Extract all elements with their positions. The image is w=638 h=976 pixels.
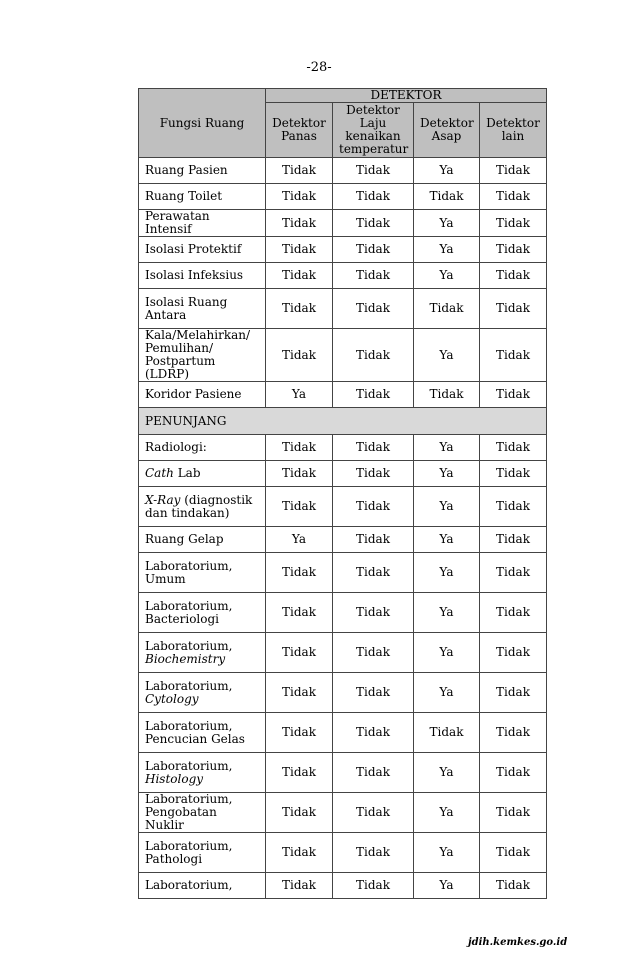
row-value: Ya [414,527,480,553]
row-name [139,793,266,833]
header-detektor-lain: Detektor lain [480,103,547,158]
row-name [139,833,266,873]
row-name [139,435,266,461]
section-label: PENUNJANG [139,408,547,435]
table-row [139,593,547,633]
row-name [139,210,266,237]
row-name-text: Laboratorium, Pathologi [145,838,233,866]
row-name-italic: Cath [145,466,174,480]
row-value: Tidak [333,753,414,793]
row-value: Tidak [480,553,547,593]
row-value: Tidak [480,527,547,553]
row-value: Tidak [266,713,333,753]
row-name [139,553,266,593]
row-value: Tidak [333,487,414,527]
row-name-text: Laboratorium, [145,758,233,773]
row-value: Tidak [333,210,414,237]
row-value: Tidak [266,673,333,713]
row-value: Ya [414,593,480,633]
row-value: Tidak [480,184,547,210]
row-name-text: Laboratorium, Pencucian Gelas [145,718,245,746]
header-detektor: DETEKTOR [266,89,547,103]
row-value: Tidak [480,289,547,329]
row-name [139,237,266,263]
row-value: Ya [414,553,480,593]
row-value: Ya [414,461,480,487]
row-name-text: Isolasi Ruang Antara [145,294,228,322]
row-value: Ya [414,210,480,237]
row-name-text: Kala/Melahirkan/ Pemulihan/ Postpartum (LDRP) [145,328,251,381]
row-name [139,593,266,633]
row-name [139,673,266,713]
row-name-text: Perawatan Intensif [145,209,210,236]
row-value: Ya [266,527,333,553]
row-name-italic: Biochemistry [145,651,226,666]
row-value: Ya [414,435,480,461]
row-value: Tidak [480,593,547,633]
row-value: Tidak [266,593,333,633]
row-value: Tidak [333,873,414,899]
row-value: Tidak [414,713,480,753]
table-row [139,184,547,210]
table-row [139,793,547,833]
row-name [139,753,266,793]
row-name-text: Radiologi: [145,440,207,454]
row-value: Tidak [480,713,547,753]
row-value: Tidak [480,210,547,237]
row-name [139,633,266,673]
row-name [139,184,266,210]
table-row [139,329,547,382]
row-value: Tidak [480,237,547,263]
row-value: Tidak [480,873,547,899]
table-row [139,210,547,237]
row-name [139,158,266,184]
row-name [139,873,266,899]
row-value: Ya [414,633,480,673]
row-name-text: Laboratorium, Bacteriologi [145,598,233,626]
row-name-italic: Cytology [145,691,199,706]
row-value: Tidak [333,553,414,593]
table-row [139,753,547,793]
row-value: Tidak [266,753,333,793]
row-value: Tidak [480,329,547,382]
table-row [139,263,547,289]
row-value: Tidak [414,184,480,210]
table-row [139,382,547,408]
row-name [139,382,266,408]
row-value: Tidak [266,873,333,899]
section-row-penunjang [139,408,547,435]
row-value: Tidak [480,435,547,461]
row-value: Tidak [414,382,480,408]
table-row [139,435,547,461]
row-name-italic: Histology [145,771,204,786]
row-value: Tidak [333,793,414,833]
table-row [139,487,547,527]
header-detektor-asap: Detektor Asap [414,103,480,158]
row-value: Tidak [333,329,414,382]
row-name-text: Laboratorium, Umum [145,558,233,586]
row-value: Tidak [266,461,333,487]
header-fungsi-ruang: Fungsi Ruang [139,89,266,158]
row-value: Tidak [333,673,414,713]
row-value: Tidak [333,184,414,210]
row-value: Tidak [333,435,414,461]
row-name [139,329,266,382]
row-value: Tidak [480,633,547,673]
table-row [139,673,547,713]
row-value: Ya [414,237,480,263]
row-value: Tidak [333,289,414,329]
row-value: Ya [414,833,480,873]
row-name-rest: Lab [173,466,201,480]
row-value: Tidak [480,158,547,184]
row-value: Tidak [333,382,414,408]
row-value: Tidak [333,158,414,184]
row-value: Tidak [480,793,547,833]
row-name [139,713,266,753]
row-value: Tidak [480,263,547,289]
row-value: Tidak [266,263,333,289]
row-value: Ya [414,487,480,527]
row-name [139,289,266,329]
header-detektor-laju: Detektor Laju kenaikan temperatur [333,103,414,158]
table-row [139,461,547,487]
row-value: Ya [414,793,480,833]
row-value: Tidak [480,461,547,487]
row-value: Tidak [333,713,414,753]
table-row [139,289,547,329]
page-number: -28- [306,60,332,75]
row-value: Tidak [266,487,333,527]
row-value: Tidak [266,210,333,237]
row-value: Tidak [266,793,333,833]
row-value: Ya [414,263,480,289]
row-name-italic: X-Ray [145,492,181,507]
row-name [139,263,266,289]
row-name-text: Isolasi Protektif [145,242,242,256]
table-header-group-row [139,89,547,103]
row-name-text: Laboratorium, [145,878,233,892]
table-row [139,237,547,263]
row-value: Tidak [333,833,414,873]
row-value: Tidak [333,237,414,263]
row-value: Tidak [266,833,333,873]
row-value: Tidak [266,329,333,382]
table-row [139,873,547,899]
row-value: Tidak [333,263,414,289]
row-value: Tidak [266,289,333,329]
row-value: Tidak [333,633,414,673]
row-name-text: Laboratorium, [145,638,233,653]
row-name-text: Ruang Pasien [145,163,228,177]
row-value: Ya [414,873,480,899]
row-name-text: Laboratorium, [145,678,233,693]
row-value: Tidak [266,237,333,263]
row-value: Ya [414,158,480,184]
row-value: Ya [414,329,480,382]
table-row [139,158,547,184]
table-row [139,713,547,753]
row-value: Tidak [333,593,414,633]
row-value: Tidak [480,673,547,713]
table-row [139,553,547,593]
row-name-text: Ruang Toilet [145,189,223,203]
row-name-rest: (diagnostik dan tindakan) [145,492,253,520]
row-name-text: Isolasi Infeksius [145,268,244,282]
row-name-text: Koridor Pasiene [145,387,242,401]
row-value: Tidak [480,382,547,408]
row-value: Tidak [333,461,414,487]
row-value: Tidak [266,435,333,461]
row-value: Ya [414,673,480,713]
table-row [139,833,547,873]
row-name-text: Laboratorium, Pengobatan Nuklir [145,792,233,832]
row-value: Tidak [266,158,333,184]
row-name [139,487,266,527]
row-value: Tidak [333,527,414,553]
row-value: Tidak [480,487,547,527]
row-name [139,461,266,487]
detector-table [138,88,547,899]
table-row [139,633,547,673]
row-value: Tidak [266,184,333,210]
footer-url: jdih.kemkes.go.id [468,937,568,948]
row-name-text: Ruang Gelap [145,532,224,546]
header-detektor-panas: Detektor Panas [266,103,333,158]
row-value: Ya [266,382,333,408]
row-name [139,527,266,553]
row-value: Tidak [480,833,547,873]
row-value: Ya [414,753,480,793]
row-value: Tidak [414,289,480,329]
table-row [139,527,547,553]
row-value: Tidak [266,633,333,673]
row-value: Tidak [266,553,333,593]
row-value: Tidak [480,753,547,793]
